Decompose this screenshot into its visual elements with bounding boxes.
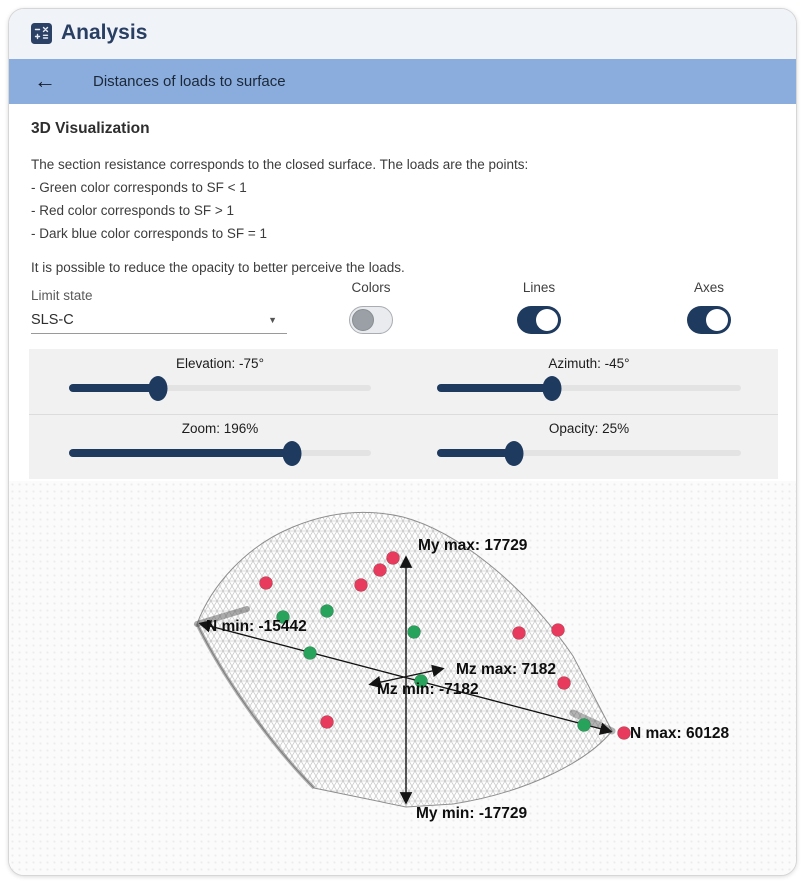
azimuth-slider-thumb[interactable] bbox=[542, 376, 561, 401]
section-description: The section resistance corresponds to the closed surface. The loads are the points: bbox=[31, 157, 529, 172]
load-point-red bbox=[558, 677, 571, 690]
toolbar-title: Distances of loads to surface bbox=[93, 73, 286, 90]
load-point-green bbox=[321, 605, 334, 618]
axis-annotation-my_min: My min: -17729 bbox=[416, 805, 528, 822]
resistance-surface bbox=[197, 512, 612, 807]
load-point-red bbox=[260, 577, 273, 590]
zoom-slider-thumb[interactable] bbox=[283, 441, 302, 466]
limit-state-select[interactable] bbox=[31, 307, 287, 334]
app-header bbox=[9, 9, 796, 59]
opacity-slider bbox=[437, 414, 741, 479]
azimuth-slider bbox=[437, 349, 741, 414]
axis-annotation-my_max: My max: 17729 bbox=[418, 537, 528, 554]
load-point-red bbox=[387, 552, 400, 565]
axes-toggle[interactable] bbox=[687, 306, 731, 334]
opacity-slider-label: Opacity: 25% bbox=[548, 421, 630, 436]
colors-toggle[interactable] bbox=[349, 306, 393, 334]
load-point-red bbox=[321, 716, 334, 729]
zoom-slider-label: Zoom: 196% bbox=[181, 421, 259, 436]
toggle-knob bbox=[536, 309, 558, 331]
elevation-slider-label: Elevation: -75° bbox=[176, 356, 264, 371]
slider-panel bbox=[29, 349, 778, 479]
load-point-green bbox=[578, 719, 591, 732]
load-point-red bbox=[374, 564, 387, 577]
legend-darkblue: - Dark blue color corresponds to SF = 1 bbox=[31, 226, 267, 241]
toggle-group-axes bbox=[679, 280, 739, 334]
toggle-knob bbox=[706, 309, 728, 331]
elevation-slider-fill bbox=[69, 384, 158, 392]
chevron-down-icon: ▼ bbox=[268, 315, 277, 325]
app-title: Analysis bbox=[61, 21, 148, 44]
limit-state-underline bbox=[31, 333, 287, 334]
toggle-group-lines bbox=[509, 280, 569, 334]
legend-red: - Red color corresponds to SF > 1 bbox=[31, 203, 234, 218]
section-note: It is possible to reduce the opacity to better perceive the loads. bbox=[31, 260, 405, 275]
limit-state-value: SLS-C bbox=[31, 312, 74, 328]
lines-toggle[interactable] bbox=[517, 306, 561, 334]
axes-toggle-label: Axes bbox=[693, 280, 724, 295]
analysis-card bbox=[8, 8, 797, 876]
colors-toggle-label: Colors bbox=[351, 280, 391, 295]
axis-annotation-n_max: N max: 60128 bbox=[630, 725, 730, 742]
elevation-slider-thumb[interactable] bbox=[149, 376, 168, 401]
zoom-slider bbox=[69, 414, 371, 479]
axis-annotation-mz_min: Mz min: -7182 bbox=[377, 681, 479, 698]
opacity-slider-fill bbox=[437, 449, 514, 457]
azimuth-slider-label: Azimuth: -45° bbox=[548, 356, 630, 371]
back-arrow-icon[interactable]: ← bbox=[34, 68, 56, 93]
elevation-slider bbox=[69, 349, 371, 414]
load-point-green bbox=[408, 626, 421, 639]
legend-green: - Green color corresponds to SF < 1 bbox=[31, 180, 247, 195]
load-point-red bbox=[355, 579, 368, 592]
toolbar bbox=[9, 59, 796, 104]
opacity-slider-thumb[interactable] bbox=[504, 441, 523, 466]
zoom-slider-fill bbox=[69, 449, 292, 457]
load-point-red bbox=[552, 624, 565, 637]
plot-canvas[interactable] bbox=[9, 481, 797, 876]
limit-state-label: Limit state bbox=[31, 288, 93, 303]
axis-annotation-n_min: N min: -15442 bbox=[206, 618, 307, 635]
load-point-red bbox=[513, 627, 526, 640]
load-point-red bbox=[618, 727, 631, 740]
toggle-knob bbox=[352, 309, 374, 331]
lines-toggle-label: Lines bbox=[522, 280, 556, 295]
azimuth-slider-fill bbox=[437, 384, 552, 392]
section-heading: 3D Visualization bbox=[31, 120, 150, 137]
axis-annotation-mz_max: Mz max: 7182 bbox=[456, 661, 556, 678]
calculator-icon bbox=[31, 23, 52, 44]
toggle-group-colors bbox=[341, 280, 401, 334]
load-point-green bbox=[304, 647, 317, 660]
